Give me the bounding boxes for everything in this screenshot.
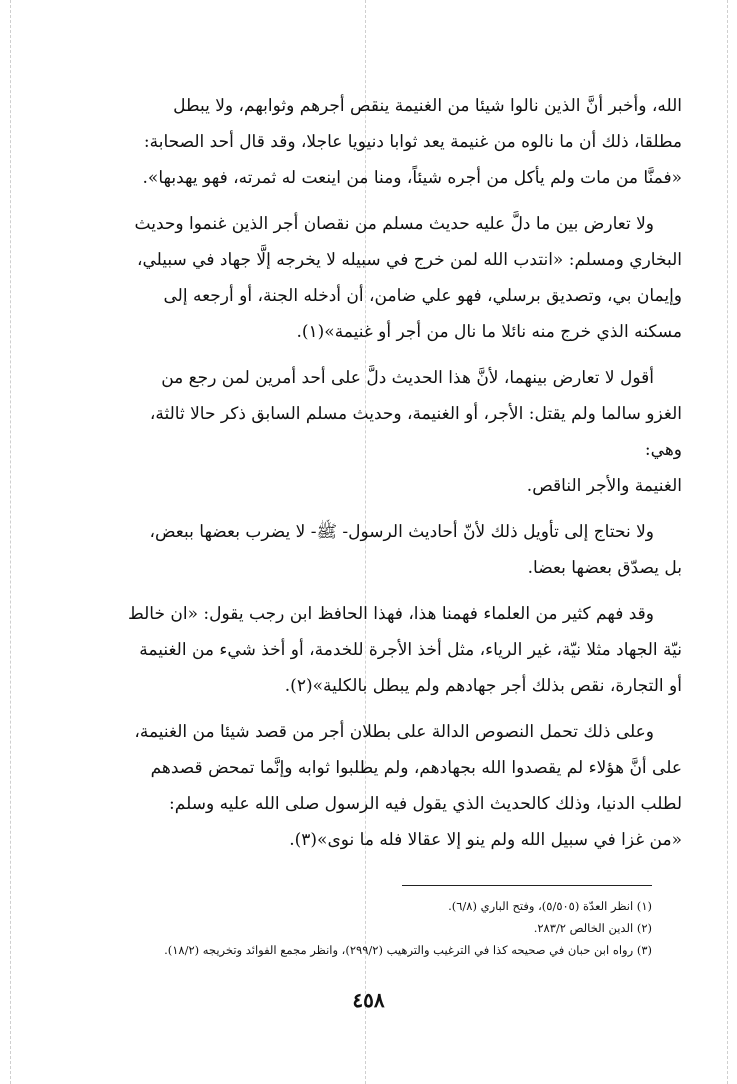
paragraph-2 (52, 206, 682, 350)
left-guide-line (10, 0, 11, 1084)
footnote-1: (١) انظر العدّة (٥/٥٠٥)، وفتح الباري (٦/٨). (448, 899, 652, 913)
text-line: لطلب الدنيا، وذلك كالحديث الذي يقول فيه الرسول صلى الله عليه وسلم: (169, 794, 682, 814)
text-line: «من غزا في سبيل الله ولم ينو إلا عقالا فله ما نوى»(٣). (289, 830, 682, 850)
footnotes (52, 895, 652, 961)
paragraph-6 (52, 714, 682, 858)
text-line: الغنيمة والأجر الناقص. (526, 476, 682, 496)
footnote-2: (٢) الدين الخالص ٢٨٣/٢. (533, 921, 652, 935)
text-line: ولا نحتاج إلى تأويل ذلك لأنّ أحاديث الرسول- ﷺ- لا يضرب بعضها ببعض، (149, 522, 654, 542)
text-line: البخاري ومسلم: «انتدب الله لمن خرج في سبيله لا يخرجه إلَّا جهاد في سبيلي، (136, 250, 682, 270)
main-text (52, 88, 682, 868)
paragraph-4 (52, 514, 682, 586)
text-line: مطلقا، ذلك أن ما نالوه من غنيمة يعد ثوابا دنيويا عاجلا، وقد قال أحد الصحابة: (143, 132, 682, 152)
page-number: ٤٥٨ (352, 988, 385, 1012)
text-line: وقد فهم كثير من العلماء فهمنا هذا، فهذا الحافظ ابن رجب يقول: «ان خالط (127, 604, 654, 624)
text-line: أقول لا تعارض بينهما، لأنَّ هذا الحديث دلَّ على أحد أمرين لمن رجع من (161, 368, 654, 388)
text-line: وإيمان بي، وتصديق برسلي، فهو علي ضامن، أن أدخله الجنة، أو أرجعه إلى (163, 286, 682, 306)
text-line: بل يصدّق بعضها بعضا. (527, 558, 682, 578)
text-line: الغزو سالما ولم يقتل: الأجر، أو الغنيمة، وحديث مسلم السابق ذكر حالا ثالثة، (149, 404, 682, 424)
footnote-3: (٣) رواه ابن حبان في صحيحه كذا في الترغيب والترهيب (٢٩٩/٢)، وانظر مجمع الفوائد وتخريجه (١٨/٢). (164, 943, 652, 957)
text-line: وهي: (644, 440, 682, 460)
text-line: على أنَّ هؤلاء لم يقصدوا الله بجهادهم، ولم يطلبوا ثوابه وإنَّما تمحض قصدهم (150, 758, 682, 778)
text-line: أو التجارة، نقص بذلك أجر جهادهم ولم يبطل بالكلية»(٢). (284, 676, 682, 696)
text-line: نيّة الجهاد مثلا نيّة، غير الرياء، مثل أخذ الأجرة للخدمة، أو أخذ شيء من الغنيمة (139, 640, 682, 660)
text-line: ولا تعارض بين ما دلَّ عليه حديث مسلم من نقصان أجر الذين غنموا وحديث (134, 214, 654, 234)
text-line: وعلى ذلك تحمل النصوص الدالة على بطلان أجر من قصد شيئا من الغنيمة، (134, 722, 654, 742)
paragraph-5 (52, 596, 682, 704)
paragraph-1 (52, 88, 682, 196)
footnote-separator (402, 885, 652, 886)
text-line: «فمنَّا من مات ولم يأكل من أجره شيئاً، ومنا من اينعت له ثمرته، فهو يهدبها». (142, 168, 682, 188)
paragraph-3 (52, 360, 682, 504)
text-line: الله، وأخبر أنَّ الذين نالوا شيئا من الغنيمة ينقص أجرهم وثوابهم، ولا يبطل (173, 96, 682, 116)
right-guide-line (727, 0, 728, 1084)
text-line: مسكنه الذي خرج منه نائلا ما نال من أجر أو غنيمة»(١). (296, 322, 682, 342)
